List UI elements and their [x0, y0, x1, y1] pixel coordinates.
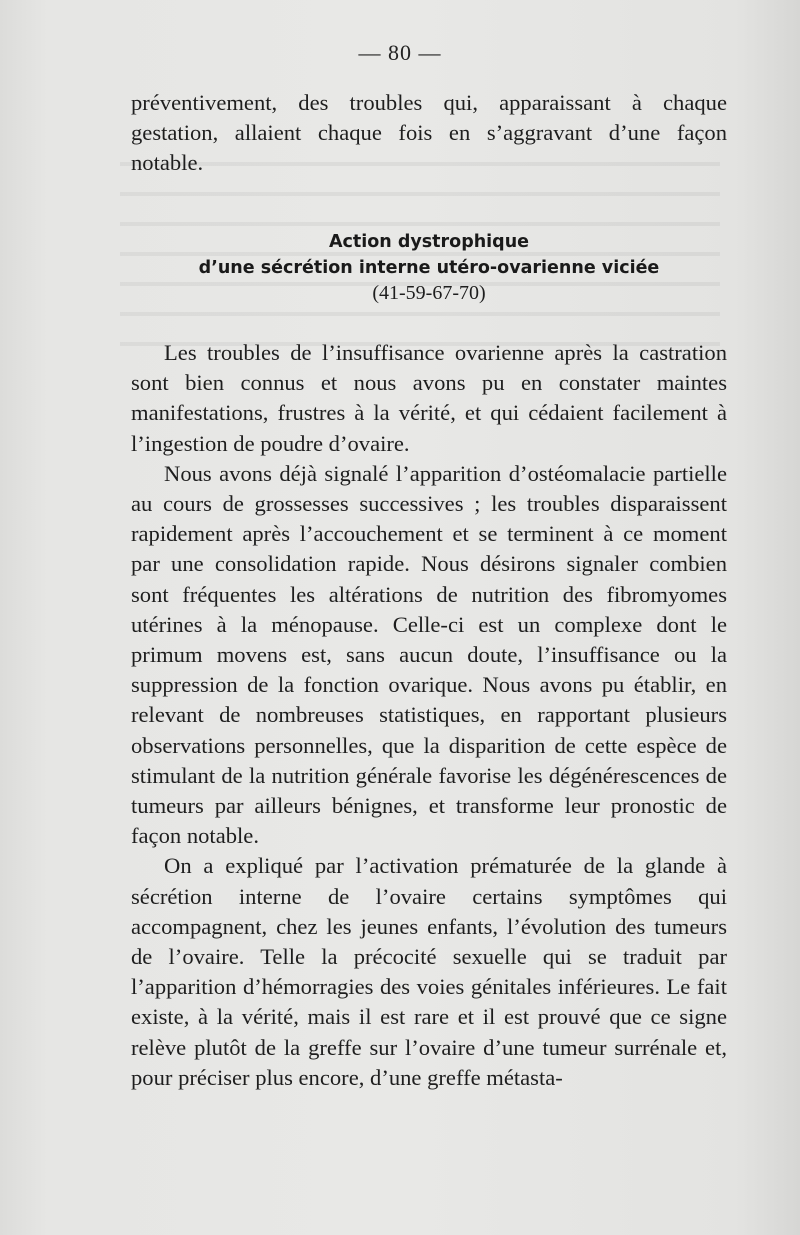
- paragraph-text: Les troubles de l’insuffisance ovarienne après la castration sont bien connus et nous avons pu en constater maintes manifestations, frustres à la vérité, et qui cédaient facilement à l’ingestion de poudre d’ovaire.: [131, 340, 727, 456]
- paragraph-continued: [131, 88, 727, 179]
- paragraph-text: Nous avons déjà signalé l’apparition d’ostéomalacie partielle au cours de grossesses successives ; les troubles disparaissent rapidement après l’accouchement et se terminent à ce moment par une consolidation rapide. Nous désirons signaler combien sont fréquentes les altérations de nutrition des fibromyomes utérines à la ménopause. Celle-ci est un complexe dont le primum movens est, sans aucun doute, l’insuffisance ou la suppression de la fonction ovarique. Nous avons pu établir, en relevant de nombreuses statistiques, en rapportant plusieurs observations personnelles, que la disparition de cette espèce de stimulant de la nutrition générale favorise les dégénérescences de tumeurs par ailleurs bénignes, et transforme leur pronostic de façon notable.: [131, 460, 727, 849]
- paragraph-text: préventivement, des troubles qui, apparaissant à chaque gestation, allaient chaque fois en s’aggravant d’une façon notable.: [131, 90, 727, 176]
- section-heading-line-2: d’une sécrétion interne utéro-ovarienne viciée: [198, 258, 660, 278]
- section-body: [131, 338, 727, 1093]
- page-number: — 80 —: [358, 40, 442, 65]
- paragraph-text: On a expliqué par l’activation prématurée de la glande à sécrétion interne de l’ovaire certains symptômes qui accompagnent, chez les jeunes enfants, l’évolution des tumeurs de l’ovaire. Telle la précocité sexuelle qui se traduit par l’apparition d’hémorragies des voies génitales inférieures. Le fait existe, à la vérité, mais il est rare et il est prouvé que ce signe relève plutôt de la greffe sur l’ovaire d’une tumeur surrénale et, pour préciser plus encore, d’une greffe métasta-: [131, 853, 727, 1090]
- section-heading-references: (41-59-67-70): [372, 282, 486, 304]
- section-heading-line-1: Action dystrophique: [328, 232, 530, 252]
